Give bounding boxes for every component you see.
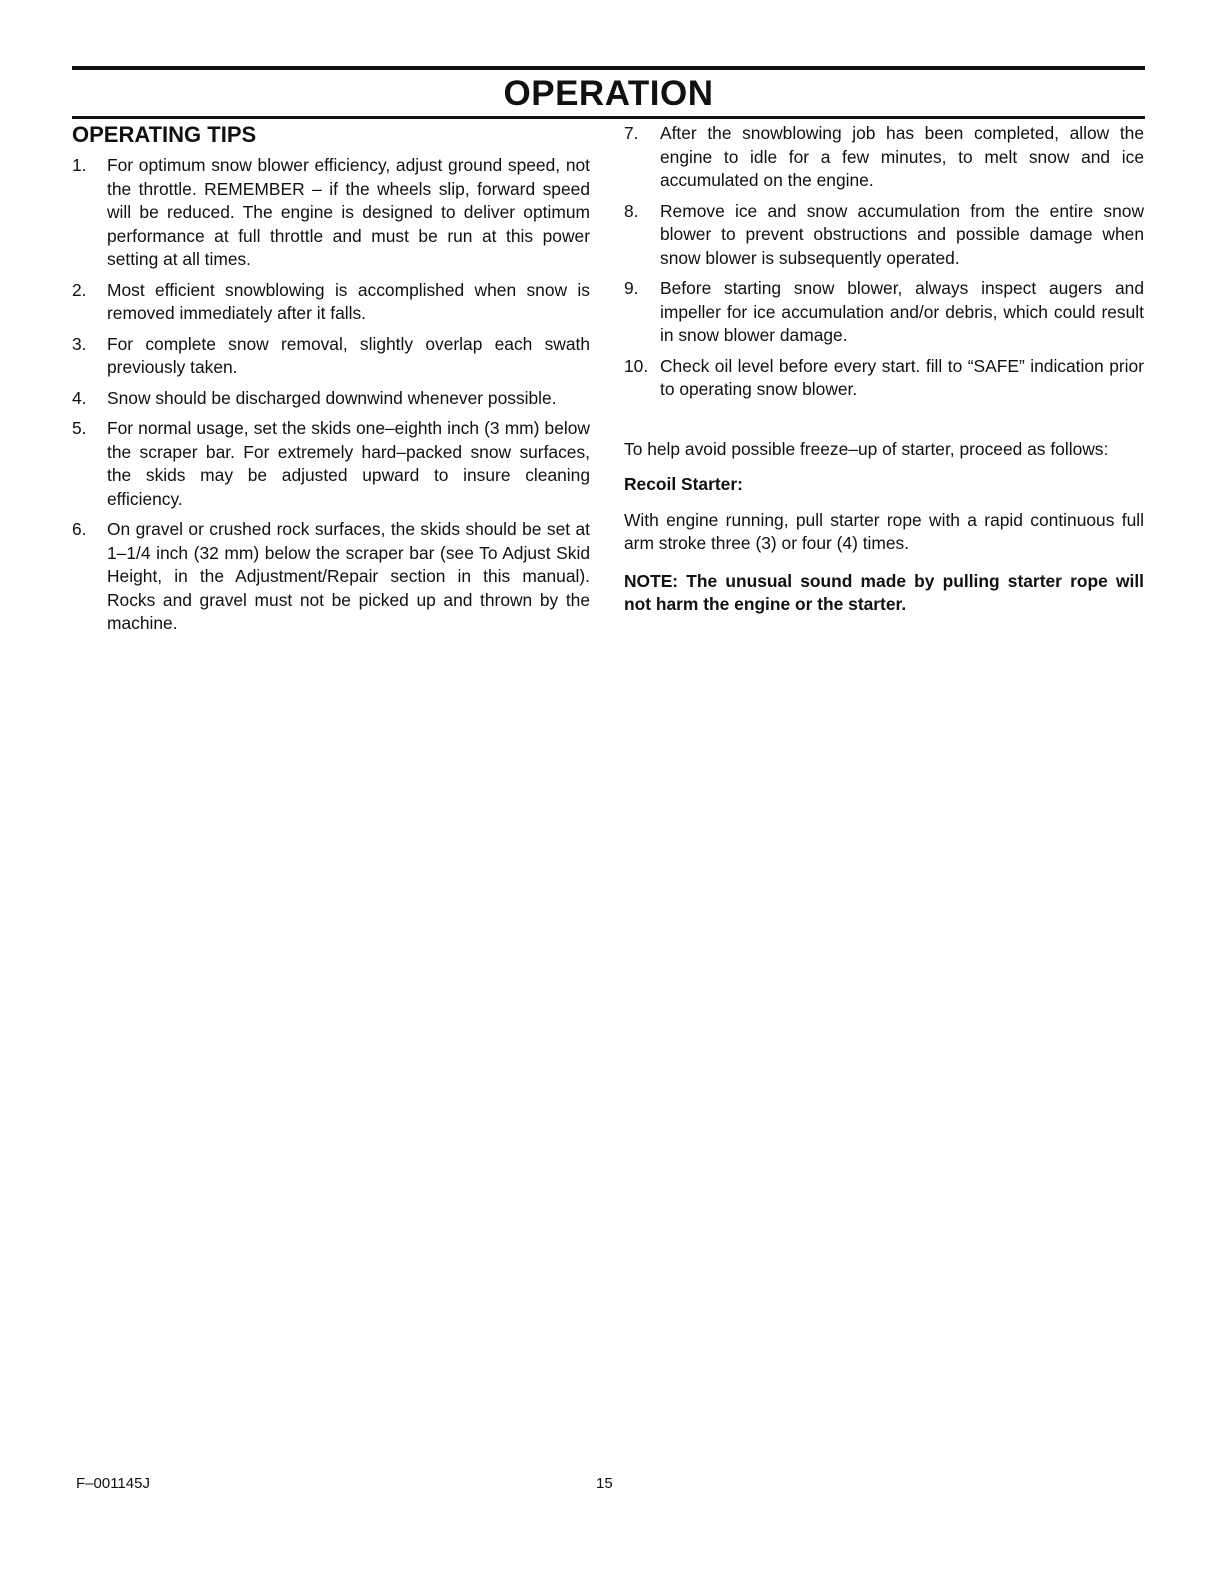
list-item — [72, 333, 590, 380]
item-text: Before starting snow blower, always inspect augers and impeller for ice accumulation and/or debris, which could result in snow blower damage. — [660, 278, 1144, 345]
page-number: 15 — [596, 1475, 613, 1492]
item-text: For optimum snow blower efficiency, adjust ground speed, not the throttle. REMEMBER – if the wheels slip, forward speed will be reduced. The engine is designed to deliver optimum performance at full throttle and must be run at this power setting at all times. — [107, 155, 590, 269]
list-item — [624, 277, 1144, 348]
item-text: For normal usage, set the skids one–eighth inch (3 mm) below the scraper bar. For extremely hard–packed snow surfaces, the skids may be adjusted upward to insure cleaning efficiency. — [107, 418, 590, 509]
item-number: 4. — [72, 387, 87, 408]
left-column — [72, 122, 590, 643]
list-item — [72, 154, 590, 272]
section-title: OPERATING TIPS — [72, 122, 257, 147]
item-text: After the snowblowing job has been completed, allow the engine to idle for a few minutes, to melt snow and ice accumulated on the engine. — [660, 123, 1144, 190]
right-column — [624, 122, 1144, 617]
item-number: 3. — [72, 333, 87, 354]
recoil-starter-text: With engine running, pull starter rope with a rapid continuous full arm stroke three (3) or four (4) times. — [624, 509, 1144, 553]
item-number: 9. — [624, 278, 639, 298]
note-text: NOTE: The unusual sound made by pulling starter rope will not harm the engine or the starter. — [624, 570, 1144, 614]
page-title: OPERATION — [503, 74, 714, 113]
freeze-intro: To help avoid possible freeze–up of starter, proceed as follows: — [624, 438, 1109, 459]
list-item — [624, 200, 1144, 271]
list-item — [72, 417, 590, 511]
item-number: 10. — [624, 355, 649, 376]
recoil-starter-heading: Recoil Starter: — [624, 474, 743, 494]
item-text: Remove ice and snow accumulation from the entire snow blower to prevent obstructions and possible damage when snow blower is subsequently operated. — [660, 200, 1144, 268]
document-code: F–001145J — [76, 1475, 150, 1492]
tips-list-right — [624, 122, 1144, 402]
item-text: For complete snow removal, slightly overlap each swath previously taken. — [107, 333, 590, 377]
list-item — [72, 279, 590, 326]
item-text: Snow should be discharged downwind whenever possible. — [107, 387, 557, 408]
item-number: 7. — [624, 123, 639, 143]
list-item — [624, 122, 1144, 193]
tips-list-left — [72, 154, 590, 636]
list-item — [624, 355, 1144, 402]
list-item — [72, 387, 590, 411]
item-number: 5. — [72, 418, 87, 438]
item-number: 1. — [72, 155, 87, 175]
item-text: Most efficient snowblowing is accomplished when snow is removed immediately after it falls. — [107, 279, 590, 323]
item-number: 2. — [72, 279, 87, 300]
list-item — [72, 518, 590, 636]
page-header — [72, 66, 1145, 119]
item-text: On gravel or crushed rock surfaces, the skids should be set at 1–1/4 inch (32 mm) below the scraper bar (see To Adjust Skid Height, in the Adjustment/Repair section in this manual). Rocks and gravel must not be picked up and thrown by the machine. — [107, 519, 590, 633]
item-text: Check oil level before every start. fill to “SAFE” indication prior to operating snow blower. — [660, 355, 1144, 399]
item-number: 6. — [72, 519, 87, 539]
item-number: 8. — [624, 200, 639, 221]
